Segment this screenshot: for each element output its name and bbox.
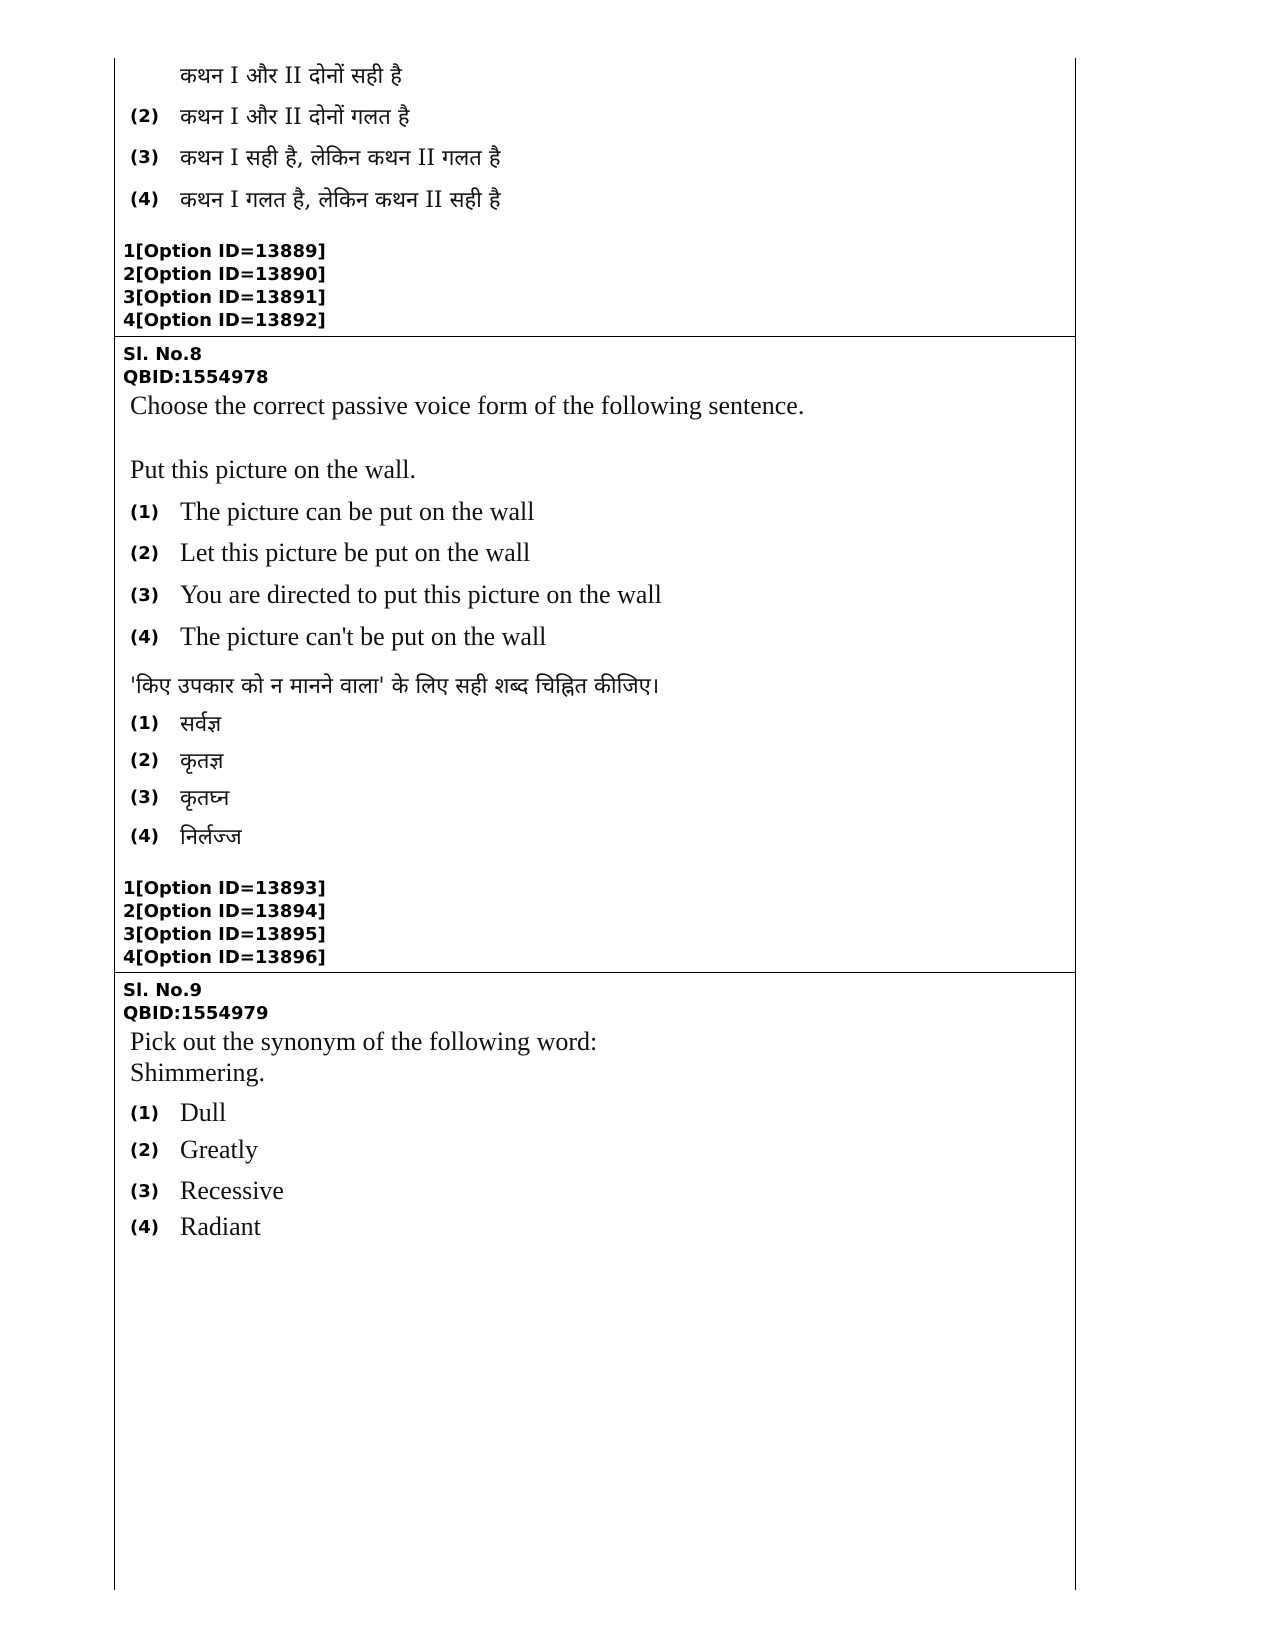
qbid: QBID:1554979: [123, 1003, 269, 1024]
option-text: सर्वज्ञ: [180, 712, 222, 737]
row-divider: [115, 336, 1075, 337]
option-number: (1): [130, 712, 159, 734]
option-3: [130, 580, 662, 610]
option-4: [130, 1212, 261, 1242]
question-sentence: Put this picture on the wall.: [130, 455, 416, 484]
question-text: Pick out the synonym of the following word:: [130, 1027, 598, 1056]
prev-option-2: [130, 101, 410, 131]
question-header: [123, 343, 269, 389]
option-ids: [123, 877, 326, 969]
question-text-hindi: 'किए उपकार को न मानने वाला' के लिए सही शब्द चिह्नित कीजिए।: [130, 674, 660, 699]
option-number: (3): [130, 786, 159, 808]
option-text: Let this picture be put on the wall: [180, 538, 531, 567]
prev-option-3: [130, 142, 501, 172]
option-number: (3): [130, 1180, 159, 1202]
option-text: निर्लज्ज: [180, 825, 242, 850]
option-1: [130, 1098, 226, 1128]
option-3-hindi: [130, 782, 229, 812]
option-text: कृतज्ञ: [180, 749, 224, 774]
option-text: The picture can't be put on the wall: [180, 622, 547, 651]
option-number: (4): [130, 188, 159, 210]
option-2-hindi: [130, 745, 224, 775]
option-4: [130, 622, 546, 652]
option-ids: [123, 240, 326, 332]
option-text: Greatly: [180, 1135, 258, 1164]
question-header: [123, 979, 269, 1025]
option-id: 3[Option ID=13895]: [123, 924, 326, 945]
option-number: (4): [130, 626, 159, 648]
option-number: (2): [130, 1139, 159, 1161]
row-divider: [115, 972, 1075, 973]
question-table: [114, 58, 1076, 1590]
option-id: 3[Option ID=13891]: [123, 287, 326, 308]
option-id: 4[Option ID=13896]: [123, 947, 326, 968]
option-text: Recessive: [180, 1176, 284, 1205]
option-text: कथन I गलत है, लेकिन कथन II सही है: [180, 188, 501, 213]
option-number: (2): [130, 542, 159, 564]
qbid: QBID:1554978: [123, 367, 269, 388]
option-id: 4[Option ID=13892]: [123, 310, 326, 331]
option-1: [130, 497, 534, 527]
serial-number: Sl. No.8: [123, 344, 203, 365]
option-number: (1): [130, 501, 159, 523]
option-text: कथन I और II दोनों सही है: [180, 64, 402, 89]
option-id: 1[Option ID=13893]: [123, 878, 326, 899]
option-text: Dull: [180, 1098, 227, 1127]
option-2: [130, 538, 530, 568]
option-text: कथन I और II दोनों गलत है: [180, 105, 410, 130]
option-id: 1[Option ID=13889]: [123, 241, 326, 262]
option-text: You are directed to put this picture on the wall: [180, 580, 662, 609]
prev-option-4: [130, 184, 501, 214]
prev-option-1: [130, 60, 402, 90]
option-number: (3): [130, 584, 159, 606]
option-number: (3): [130, 146, 159, 168]
option-1-hindi: [130, 708, 221, 738]
option-text: The picture can be put on the wall: [180, 497, 535, 526]
question-text: Choose the correct passive voice form of the following sentence.: [130, 391, 805, 420]
option-number: (4): [130, 825, 159, 847]
option-2: [130, 1135, 258, 1165]
option-text: कथन I सही है, लेकिन कथन II गलत है: [180, 146, 501, 171]
option-text: कृतघ्न: [180, 786, 230, 811]
option-id: 2[Option ID=13894]: [123, 901, 326, 922]
option-4-hindi: [130, 821, 242, 851]
option-number: (2): [130, 749, 159, 771]
option-id: 2[Option ID=13890]: [123, 264, 326, 285]
option-number: (1): [130, 1102, 159, 1124]
option-text: Radiant: [180, 1212, 261, 1241]
serial-number: Sl. No.9: [123, 980, 203, 1001]
option-number: (4): [130, 1216, 159, 1238]
option-number: (2): [130, 105, 159, 127]
option-3: [130, 1176, 284, 1206]
question-word: Shimmering.: [130, 1058, 266, 1087]
